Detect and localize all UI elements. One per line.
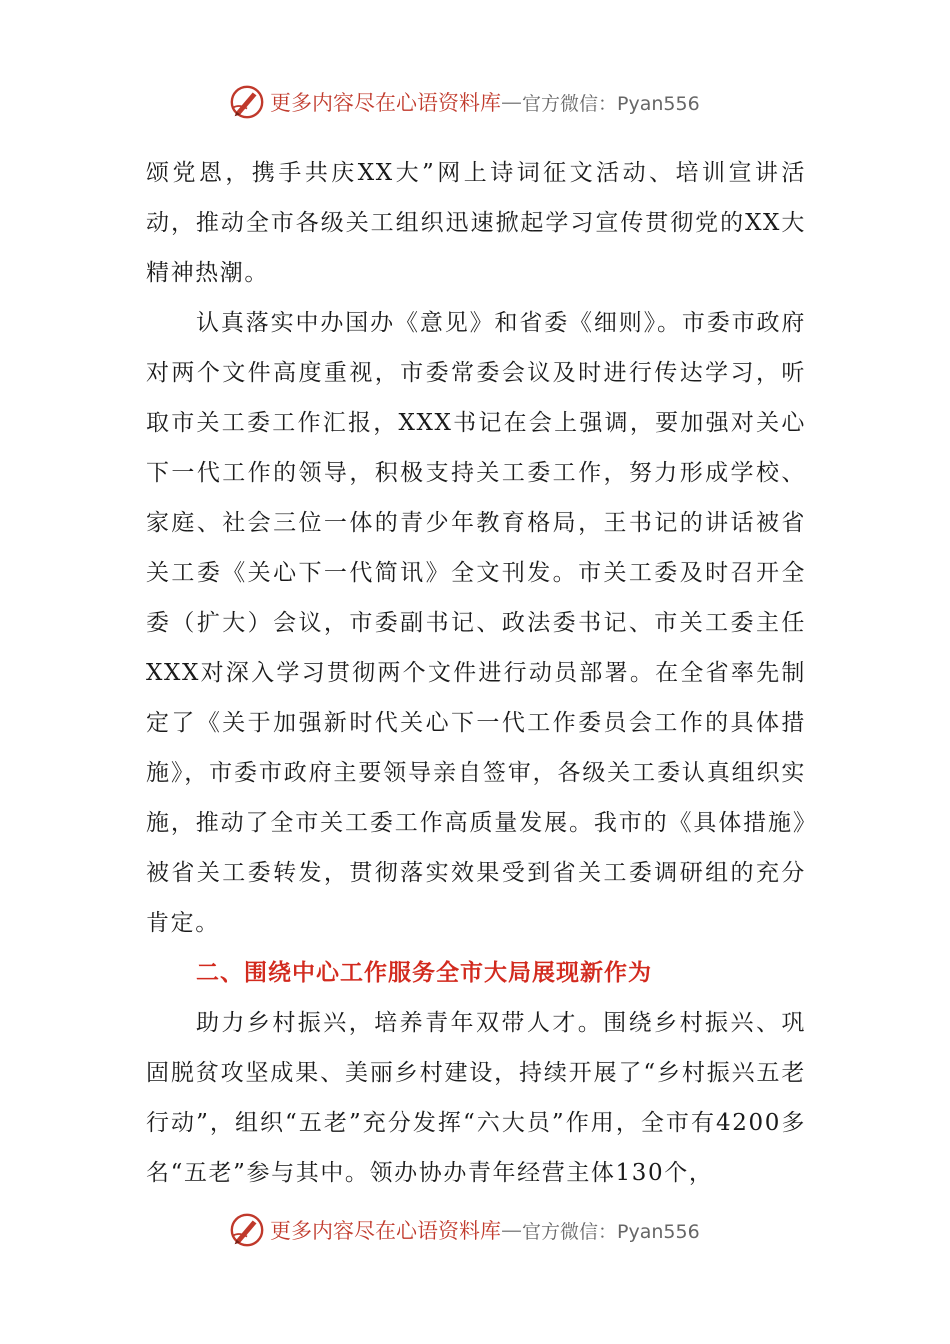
header-banner xyxy=(228,82,748,122)
paragraph-3: 助力乡村振兴，培养青年双带人才。围绕乡村振兴、巩固脱贫攻坚成果、美丽乡村建设，持续开展了“乡村振兴五老行动”，组织“五老”充分发挥“六大员”作用，全市有4200多名“五老”参与其中。领办协办青年经营主体130个， xyxy=(146,1010,806,1186)
pen-logo-icon xyxy=(228,1211,266,1249)
banner-brand-text: 更多内容尽在心语资料库 xyxy=(270,91,501,115)
banner-brand-text: 更多内容尽在心语资料库 xyxy=(270,1219,501,1243)
pen-logo-icon xyxy=(228,83,266,121)
section-heading: 二、围绕中心工作服务全市大局展现新作为 xyxy=(196,960,652,986)
banner-dash: — xyxy=(501,1218,522,1242)
paragraph-2: 认真落实中办国办《意见》和省委《细则》。市委市政府对两个文件高度重视，市委常委会议及时进行传达学习，听取市关工委工作汇报，XXX书记在会上强调，要加强对关心下一代工作的领导，积极支持关工委工作，努力形成学校、家庭、社会三位一体的青少年教育格局，王书记的讲话被省关工委《关心下一代简讯》全文刊发。市关工委及时召开全委（扩大）会议，市委副书记、政法委书记、市关工委主任XXX对深入学习贯彻两个文件进行动员部署。在全省率先制定了《关于加强新时代关心下一代工作委员会工作的具体措施》，市委市政府主要领导亲自签审，各级关工委认真组织实施，推动了全市关工委工作高质量发展。我市的《具体措施》被省关工委转发，贯彻落实效果受到省关工委调研组的充分肯定。 xyxy=(146,310,806,936)
document-body xyxy=(146,148,806,1198)
banner-dash: — xyxy=(501,90,522,114)
banner-wechat-text: 官方微信：Pyan556 xyxy=(522,92,700,115)
paragraph-1: 颂党恩，携手共庆XX大”网上诗词征文活动、培训宣讲活动，推动全市各级关工组织迅速掀起学习宣传贯彻党的XX大精神热潮。 xyxy=(146,160,806,286)
footer-banner xyxy=(228,1210,748,1250)
banner-wechat-text: 官方微信：Pyan556 xyxy=(522,1220,700,1243)
